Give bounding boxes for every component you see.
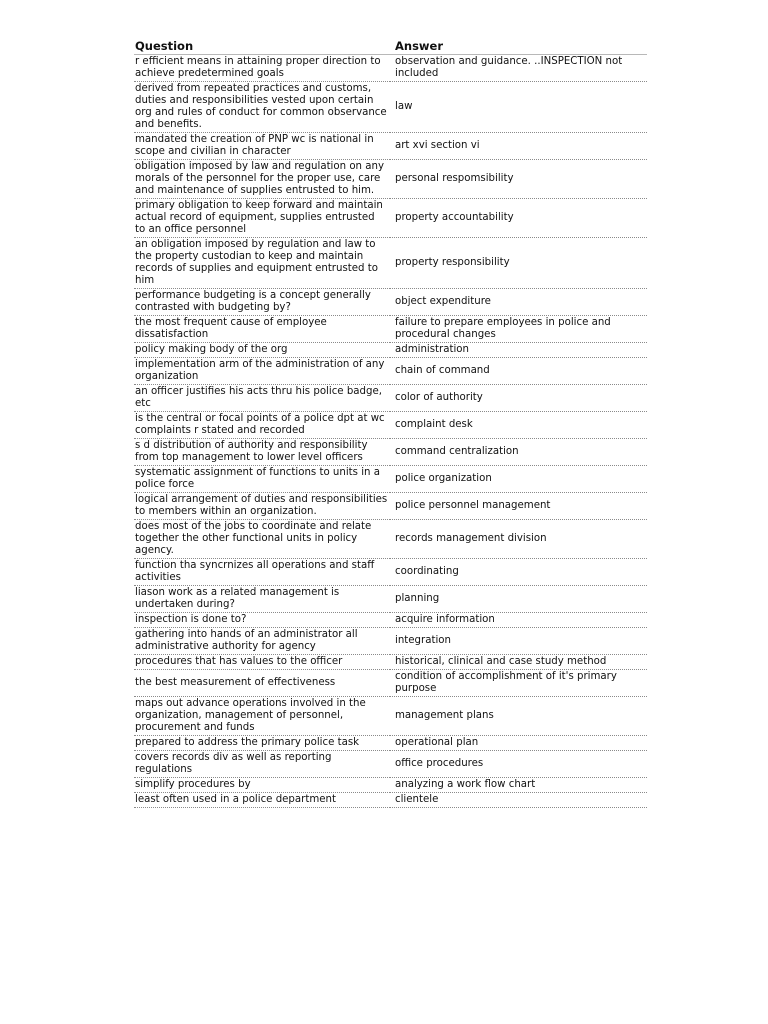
answer-cell: integration <box>390 628 647 655</box>
table-row <box>134 55 647 82</box>
answer-cell: personal respomsibility <box>390 160 647 199</box>
table-row <box>134 82 647 133</box>
answer-cell: office procedures <box>390 751 647 778</box>
answer-cell: police personnel management <box>390 493 647 520</box>
question-cell: derived from repeated practices and customs, duties and responsibilities vested upon certain org and rules of conduct for common observance and benefits. <box>134 82 390 133</box>
table-row <box>134 439 647 466</box>
question-cell: simplify procedures by <box>134 778 390 793</box>
table-row <box>134 778 647 793</box>
question-cell: liason work as a related management is undertaken during? <box>134 586 390 613</box>
table-row <box>134 133 647 160</box>
table-row <box>134 199 647 238</box>
answer-cell: acquire information <box>390 613 647 628</box>
question-cell: obligation imposed by law and regulation on any morals of the personnel for the proper use, care and maintenance of supplies entrusted to him. <box>134 160 390 199</box>
question-cell: least often used in a police department <box>134 793 390 808</box>
answer-cell: command centralization <box>390 439 647 466</box>
table-row <box>134 385 647 412</box>
qa-table <box>134 38 647 808</box>
question-cell: performance budgeting is a concept generally contrasted with budgeting by? <box>134 289 390 316</box>
question-cell: the most frequent cause of employee dissatisfaction <box>134 316 390 343</box>
answer-cell: records management division <box>390 520 647 559</box>
table-row <box>134 613 647 628</box>
answer-cell: clientele <box>390 793 647 808</box>
table-row <box>134 466 647 493</box>
answer-cell: condition of accomplishment of it's primary purpose <box>390 670 647 697</box>
question-cell: primary obligation to keep forward and maintain actual record of equipment, supplies entrusted to an office personnel <box>134 199 390 238</box>
table-row <box>134 670 647 697</box>
question-cell: prepared to address the primary police task <box>134 736 390 751</box>
question-cell: the best measurement of effectiveness <box>134 670 390 697</box>
answer-cell: coordinating <box>390 559 647 586</box>
table-row <box>134 559 647 586</box>
answer-cell: historical, clinical and case study method <box>390 655 647 670</box>
answer-cell: operational plan <box>390 736 647 751</box>
question-cell: mandated the creation of PNP wc is national in scope and civilian in character <box>134 133 390 160</box>
table-row <box>134 289 647 316</box>
table-row <box>134 655 647 670</box>
table-row <box>134 793 647 808</box>
answer-cell: property accountability <box>390 199 647 238</box>
question-cell: is the central or focal points of a police dpt at wc complaints r stated and recorded <box>134 412 390 439</box>
answer-cell: law <box>390 82 647 133</box>
table-row <box>134 736 647 751</box>
table-row <box>134 493 647 520</box>
answer-cell: complaint desk <box>390 412 647 439</box>
answer-cell: failure to prepare employees in police and procedural changes <box>390 316 647 343</box>
answer-cell: property responsibility <box>390 238 647 289</box>
answer-cell: administration <box>390 343 647 358</box>
answer-cell: object expenditure <box>390 289 647 316</box>
question-cell: maps out advance operations involved in the organization, management of personnel, procurement and funds <box>134 697 390 736</box>
question-cell: policy making body of the org <box>134 343 390 358</box>
table-row <box>134 412 647 439</box>
answer-cell: police organization <box>390 466 647 493</box>
answer-cell: planning <box>390 586 647 613</box>
question-cell: an officer justifies his acts thru his police badge, etc <box>134 385 390 412</box>
answer-cell: chain of command <box>390 358 647 385</box>
table-row <box>134 343 647 358</box>
answer-cell: management plans <box>390 697 647 736</box>
question-cell: covers records div as well as reporting regulations <box>134 751 390 778</box>
header-row <box>134 38 647 55</box>
question-cell: s d distribution of authority and responsibility from top management to lower level officers <box>134 439 390 466</box>
table-row <box>134 238 647 289</box>
question-cell: gathering into hands of an administrator all administrative authority for agency <box>134 628 390 655</box>
table-row <box>134 160 647 199</box>
question-cell: implementation arm of the administration of any organization <box>134 358 390 385</box>
answer-cell: art xvi section vi <box>390 133 647 160</box>
table-row <box>134 628 647 655</box>
table-row <box>134 316 647 343</box>
question-column-header: Question <box>134 38 390 55</box>
answer-cell: analyzing a work flow chart <box>390 778 647 793</box>
answer-cell: color of authority <box>390 385 647 412</box>
question-cell: procedures that has values to the officer <box>134 655 390 670</box>
question-cell: does most of the jobs to coordinate and relate together the other functional units in policy agency. <box>134 520 390 559</box>
table-row <box>134 358 647 385</box>
question-cell: r efficient means in attaining proper direction to achieve predetermined goals <box>134 55 390 82</box>
question-cell: logical arrangement of duties and responsibilities to members within an organization. <box>134 493 390 520</box>
question-cell: an obligation imposed by regulation and law to the property custodian to keep and maintain records of supplies and equipment entrusted to him <box>134 238 390 289</box>
answer-column-header: Answer <box>390 38 647 55</box>
table-row <box>134 697 647 736</box>
question-cell: systematic assignment of functions to units in a police force <box>134 466 390 493</box>
answer-cell: observation and guidance. ..INSPECTION not included <box>390 55 647 82</box>
question-cell: function tha syncrnizes all operations and staff activities <box>134 559 390 586</box>
table-row <box>134 586 647 613</box>
table-row <box>134 751 647 778</box>
table-row <box>134 520 647 559</box>
document-page <box>134 38 647 808</box>
qa-table-body <box>134 55 647 808</box>
question-cell: inspection is done to? <box>134 613 390 628</box>
